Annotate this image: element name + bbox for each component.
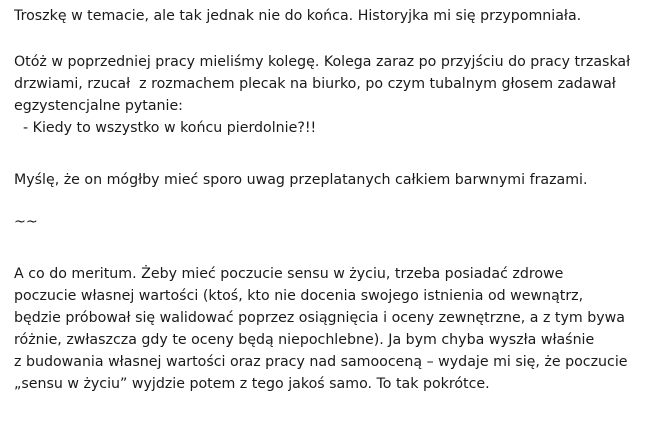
separator-tilde: ~~: [14, 214, 38, 230]
text-line: drzwiami, rzucał z rozmachem plecak na biurko, po czym tubalnym głosem zadawał: [14, 76, 616, 92]
text-line: z budowania własnej wartości oraz pracy nad samooceną – wydaje mi się, że poczucie: [14, 354, 628, 370]
text-line: Myślę, że on mógłby mieć sporo uwag przeplatanych całkiem barwnymi frazami.: [14, 172, 588, 188]
text-line: Otóż w poprzedniej pracy mieliśmy kolegę. Kolega zaraz po przyjściu do pracy trzaskał: [14, 54, 631, 70]
text-line: A co do meritum. Żeby mieć poczucie sensu w życiu, trzeba posiadać zdrowe: [14, 266, 564, 282]
text-line: - Kiedy to wszystko w końcu pierdolnie?!!: [14, 120, 317, 136]
text-line: egzystencjalne pytanie:: [14, 98, 183, 114]
text-line: będzie próbował się walidować poprzez osiągnięcia i oceny zewnętrzne, a z tym bywa: [14, 310, 625, 326]
text-line: poczucie własnej wartości (ktoś, kto nie docenia swojego istnienia od wewnątrz,: [14, 288, 584, 304]
text-line: „sensu w życiu” wyjdzie potem z tego jakoś samo. To tak pokrótce.: [14, 376, 490, 392]
text-line: Troszkę w temacie, ale tak jednak nie do końca. Historyjka mi się przypomniała.: [14, 8, 582, 24]
text-line: różnie, zwłaszcza gdy te oceny będą niepochlebne). Ja bym chyba wyszła właśnie: [14, 332, 595, 348]
